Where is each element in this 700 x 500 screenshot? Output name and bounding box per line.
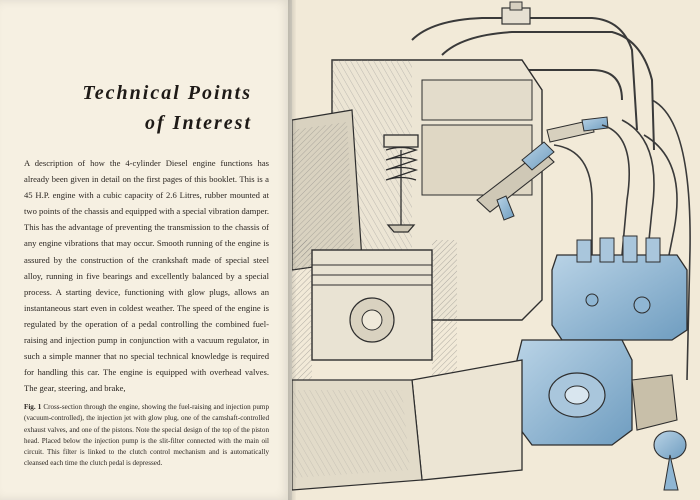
engine-cross-section-drawing [292,0,700,500]
heading-line-2: of Interest [145,112,252,134]
figure-caption-text: Cross-section through the engine, showing the fuel-raising and injection pump (vacuum-controlled), the injection jet with glow plug, one of the camshaft-controlled exhaust valves, and one of the pistons. Note the special design of the top of the piston head. Placed below the injection pump is the slit-filter connected with the main oil circuit. This filter is linked to the clutch control mechanism and is automatically cleansed each time the clutch pedal is depressed. [24,403,269,468]
filler-cap [502,2,530,24]
figure-label: Fig. 1 [24,403,42,411]
piston [292,240,457,380]
heading-line-1: Technical Points [82,82,252,104]
body-paragraph: A description of how the 4-cylinder Diesel engine functions has already been given in detail on the first pages of this booklet. This is a 45 H.P. engine with a cubic capacity of 2.6 Litres, rubber mounted at two points of the chassis and equipped with a special vibration damper. This has the advantage of preventing the transmission to the chassis of any engine vibrations that may occur. Smooth running of the engine is assured by the construction of the crankshaft made of special steel alloy, running in five bearings and excellently balanced by a special process. A starting device, functioning with glow plugs, allows an instantaneous start even in coldest weather. The speed of the engine is regulated by the operation of a pedal controlling the combined fuel-raising and injection pump in conjunction with a vacuum regulator, in such a simple manner that no special technical knowledge is required for handling this car. The engine is equipped with overhead valves. The gear, steering, and brake, [24,158,269,394]
left-page [0,0,292,500]
injection-pump [552,236,687,340]
slit-filter-assembly [517,340,686,490]
page-heading [22,78,252,138]
figure-caption [24,402,269,470]
crankcase [292,360,522,490]
right-page [292,0,700,500]
book-gutter [288,0,296,500]
